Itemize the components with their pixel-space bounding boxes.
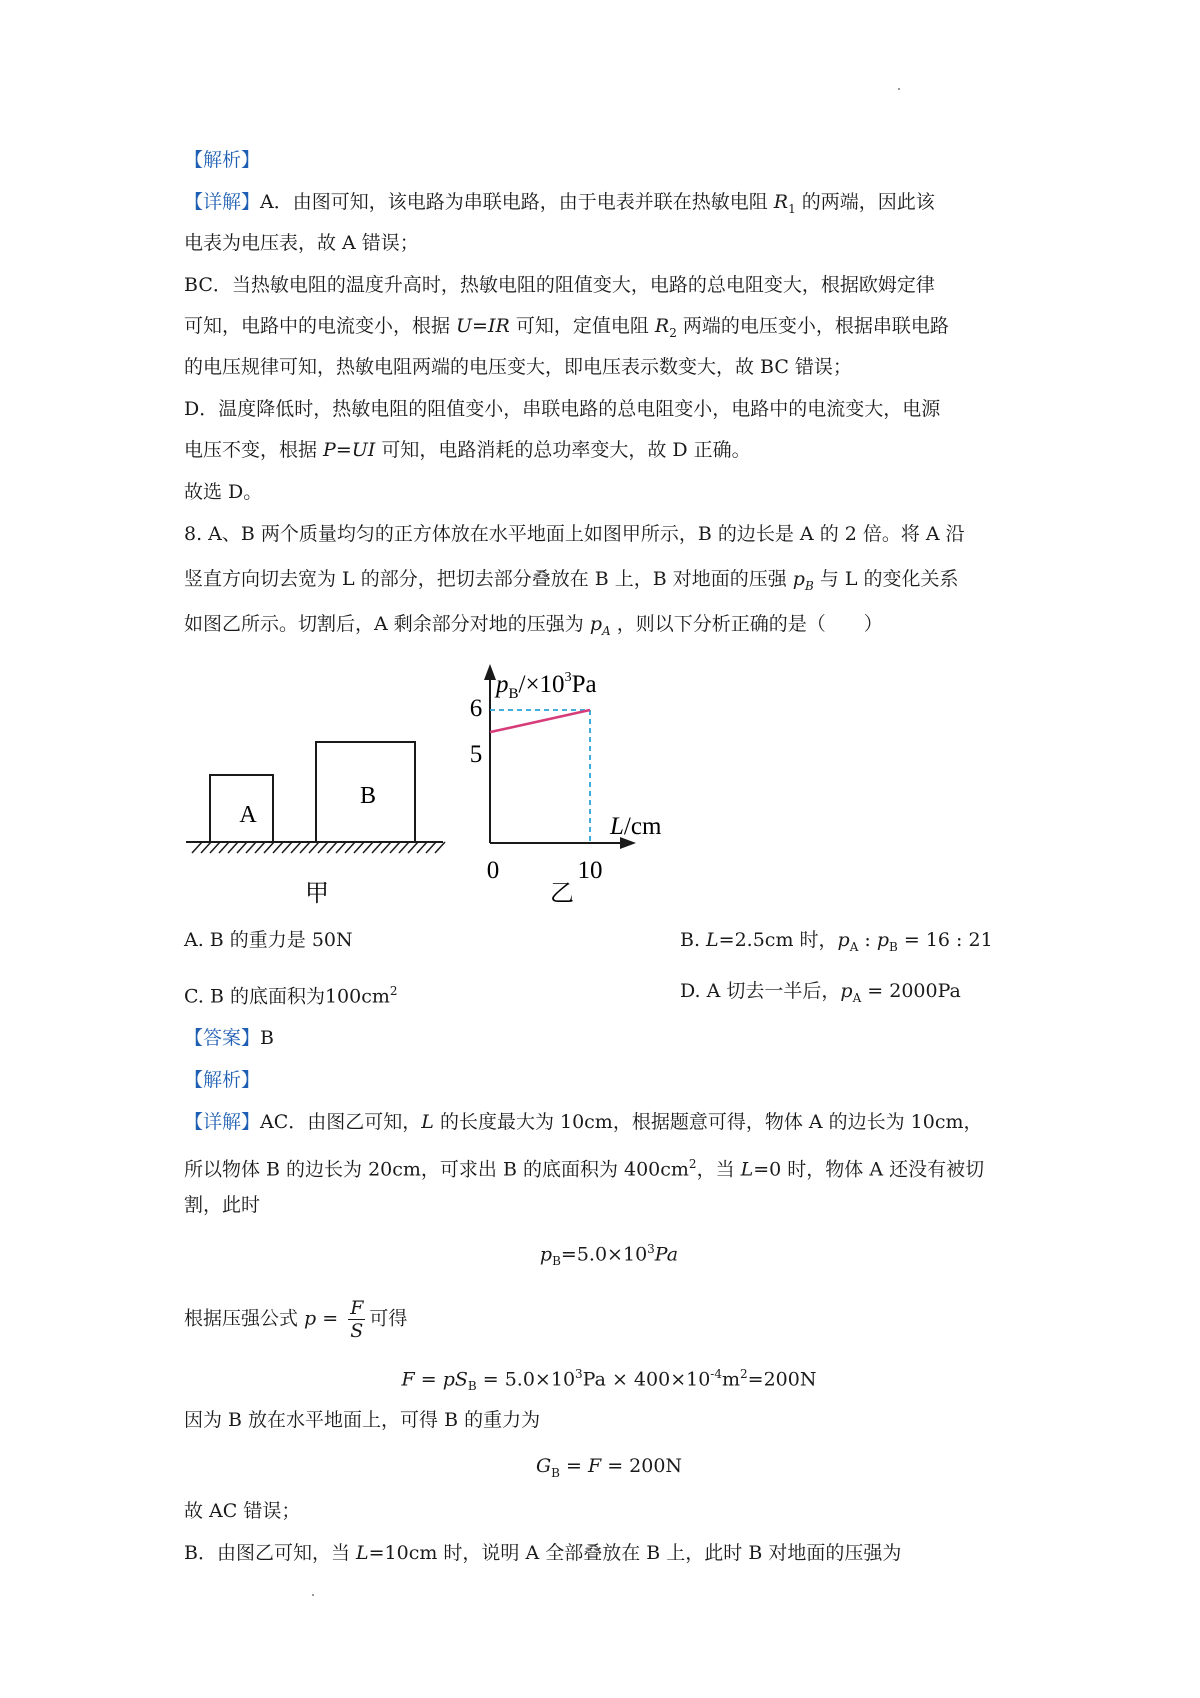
x-axis-label: L/cm (610, 813, 662, 840)
hatch-stroke (246, 842, 256, 853)
hatch-stroke (345, 842, 355, 853)
option-b: B. L=2.5cm 时，$p_A$ : $p_B = 16$ : 21 (680, 929, 993, 954)
hatch-stroke (336, 842, 346, 853)
hatch-stroke (273, 842, 283, 853)
question-8-line-1: 8. A、B 两个质量均匀的正方体放在水平地面上如图甲所示，B 的边长是 A 的 2 倍。将 A 沿 (184, 523, 965, 545)
hatch-stroke (237, 842, 247, 853)
ground-hatching (192, 842, 445, 853)
fraction-f-over-s: $\frac{F}{S}$ (350, 1297, 364, 1342)
detail-1-line-4: 可知，电路中的电流变小，根据 U=IR 可知，定值电阻 $R_2$ 两端的电压变小，根据串联电路 (184, 315, 949, 340)
equation-3: $G_B = F = 200N$ (535, 1455, 683, 1480)
hatch-stroke (363, 842, 373, 853)
series-line (490, 710, 590, 732)
hatch-stroke (390, 842, 400, 853)
option-c: C. B 的底面积为$100cm^2$ (184, 984, 398, 1008)
detail-1-line-5: 的电压规律可知，热敏电阻两端的电压变大，即电压表示数变大，故 BC 错误； (184, 356, 852, 378)
hatch-stroke (282, 842, 292, 853)
caption-left: 甲 (305, 879, 329, 907)
hatch-stroke (435, 842, 445, 853)
detail-2-line-6: 故 AC 错误； (184, 1500, 301, 1522)
equation-2: $F = pS_B = 5.0\times 10^3Pa \times 400\times 10^{-4}m^2=200N$ (401, 1367, 817, 1394)
y-axis-label: $p_B/\times 10^3Pa$ (496, 670, 597, 702)
analysis-heading-2: 【解析】 (184, 1069, 261, 1091)
origin-label: 0 (486, 857, 500, 884)
block-b-label: B (359, 783, 377, 809)
hatch-stroke (381, 842, 391, 853)
hatch-stroke (255, 842, 265, 853)
detail-2-line-4: 根据压强公式 p = $\frac{F}{S}$ 可得 (184, 1297, 408, 1342)
question-8-line-3: 如图乙所示。切割后，A 剩余部分对地的压强为 $p_A$ ，则以下分析正确的是（ ） (184, 613, 883, 638)
option-a: A. B 的重力是 50N (184, 929, 353, 951)
y-axis-arrow (484, 664, 496, 680)
detail-heading: 【详解】 (184, 191, 261, 213)
answer-value: B (260, 1027, 274, 1049)
hatch-stroke (417, 842, 427, 853)
detail-1-line-2: 电表为电压表，故 A 错误； (184, 232, 419, 254)
y-tick-label-6: 6 (469, 695, 483, 722)
chart-marks (490, 710, 590, 843)
option-d: D. A 切去一半后，$p_A = 2000Pa$ (680, 980, 961, 1005)
detail-2-line-2: 所以物体 B 的边长为 20cm，可求出 B 的底面积为 $400cm^2$，当 L=0 时，物体 A 还没有被切 (184, 1157, 985, 1181)
hatch-stroke (291, 842, 301, 853)
detail-1-line-6: D．温度降低时，热敏电阻的阻值变小，串联电路的总电阻变小，电路中的电流变大，电源 (184, 398, 941, 420)
block-a-label: A (239, 802, 257, 828)
hatch-stroke (210, 842, 220, 853)
detail-2-line-7: B．由图乙可知，当 L=10cm 时，说明 A 全部叠放在 B 上，此时 B 对地面的压强为 (184, 1542, 902, 1564)
hatch-stroke (399, 842, 409, 853)
hatch-stroke (372, 842, 382, 853)
answer-line (184, 1024, 1034, 1052)
hatch-stroke (228, 842, 238, 853)
hatch-stroke (408, 842, 418, 853)
detail-heading-2: 【详解】 (184, 1111, 261, 1133)
detail-1-line-7: 电压不变，根据 P=UI 可知，电路消耗的总功率变大，故 D 正确。 (184, 439, 751, 461)
detail-2-line-5: 因为 B 放在水平地面上，可得 B 的重力为 (184, 1409, 541, 1431)
detail-1-line-8: 故选 D。 (184, 481, 263, 503)
detail-2-line-1: 【详解】AC．由图乙可知，L 的长度最大为 10cm，根据题意可得，物体 A 的边长为 10cm， (184, 1111, 983, 1133)
hatch-stroke (264, 842, 274, 853)
hatch-stroke (309, 842, 319, 853)
detail-1-line-3: BC．当热敏电阻的温度升高时，热敏电阻的阻值变大，电路的总电阻变大，根据欧姆定律 (184, 274, 935, 296)
hatch-stroke (426, 842, 436, 853)
hatch-stroke (300, 842, 310, 853)
detail-1-line-1: 【详解】A．由图可知，该电路为串联电路，由于电表并联在热敏电阻 $R_1$ 的两端，因此该 (184, 191, 935, 216)
hatch-stroke (201, 842, 211, 853)
hatch-stroke (354, 842, 364, 853)
detail-2-line-3: 割，此时 (184, 1194, 261, 1216)
caption-right: 乙 (550, 879, 574, 907)
analysis-heading-1: 【解析】 (184, 149, 261, 171)
hatch-stroke (219, 842, 229, 853)
y-tick-label-5: 5 (469, 741, 483, 768)
hatch-stroke (192, 842, 202, 853)
question-8-line-2: 竖直方向切去宽为 L 的部分，把切去部分叠放在 B 上，B 对地面的压强 $p_B$ 与 L 的变化关系 (184, 568, 959, 593)
equation-1: $p_B=5.0\times 10^3Pa$ (539, 1242, 679, 1269)
scan-dot-bottom (312, 1594, 314, 1596)
answer-label: 【答案】 (184, 1027, 261, 1049)
hatch-stroke (318, 842, 328, 853)
hatch-stroke (327, 842, 337, 853)
x-tick-label-10: 10 (577, 857, 603, 884)
